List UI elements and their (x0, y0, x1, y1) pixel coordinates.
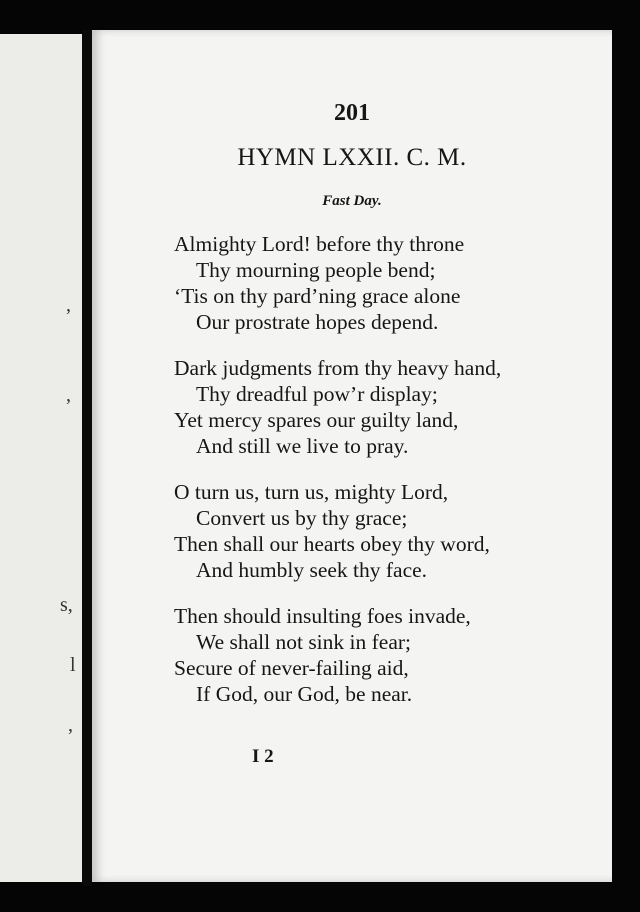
verse-line: And still we live to pray. (196, 434, 409, 458)
margin-mark: , (66, 384, 71, 406)
verse-line: Our prostrate hopes depend. (196, 310, 439, 334)
verse-line: And humbly seek thy face. (196, 558, 428, 582)
verse-line: Thy mourning people bend; (196, 258, 436, 282)
book-gutter (82, 30, 92, 886)
verse-line: Thy dreadful pow’r display; (196, 382, 438, 406)
stanza-1 (174, 231, 464, 335)
verse-line: Then should insulting foes invade, (174, 604, 471, 628)
verse-line: Dark judgments from thy heavy hand, (174, 356, 502, 380)
stanza-4 (174, 603, 471, 707)
page-number: 201 (334, 100, 370, 126)
hymn-occasion: Fast Day. (322, 193, 382, 209)
verse-line: Convert us by thy grace; (196, 506, 408, 530)
facing-page-edge (0, 34, 82, 882)
verse-line: Secure of never-failing aid, (174, 656, 409, 680)
stanza-3 (174, 479, 490, 583)
hymn-title: HYMN LXXII. C. M. (237, 144, 467, 171)
margin-mark: , (68, 714, 73, 736)
verse-line: Then shall our hearts obey thy word, (174, 532, 490, 556)
signature-mark: I 2 (252, 746, 274, 767)
margin-mark: , (66, 294, 71, 316)
verse-line: If God, our God, be near. (196, 682, 413, 706)
verse-line: Yet mercy spares our guilty land, (174, 408, 459, 432)
verse-line: ‘Tis on thy pard’ning grace alone (174, 284, 461, 308)
verse-line: Almighty Lord! before thy throne (174, 232, 465, 256)
stanza-2 (174, 355, 501, 459)
book-page (92, 30, 612, 882)
margin-mark: l (70, 654, 76, 676)
verse-line: O turn us, turn us, mighty Lord, (174, 480, 449, 504)
margin-mark: s, (60, 594, 73, 616)
verse-line: We shall not sink in fear; (196, 630, 412, 654)
